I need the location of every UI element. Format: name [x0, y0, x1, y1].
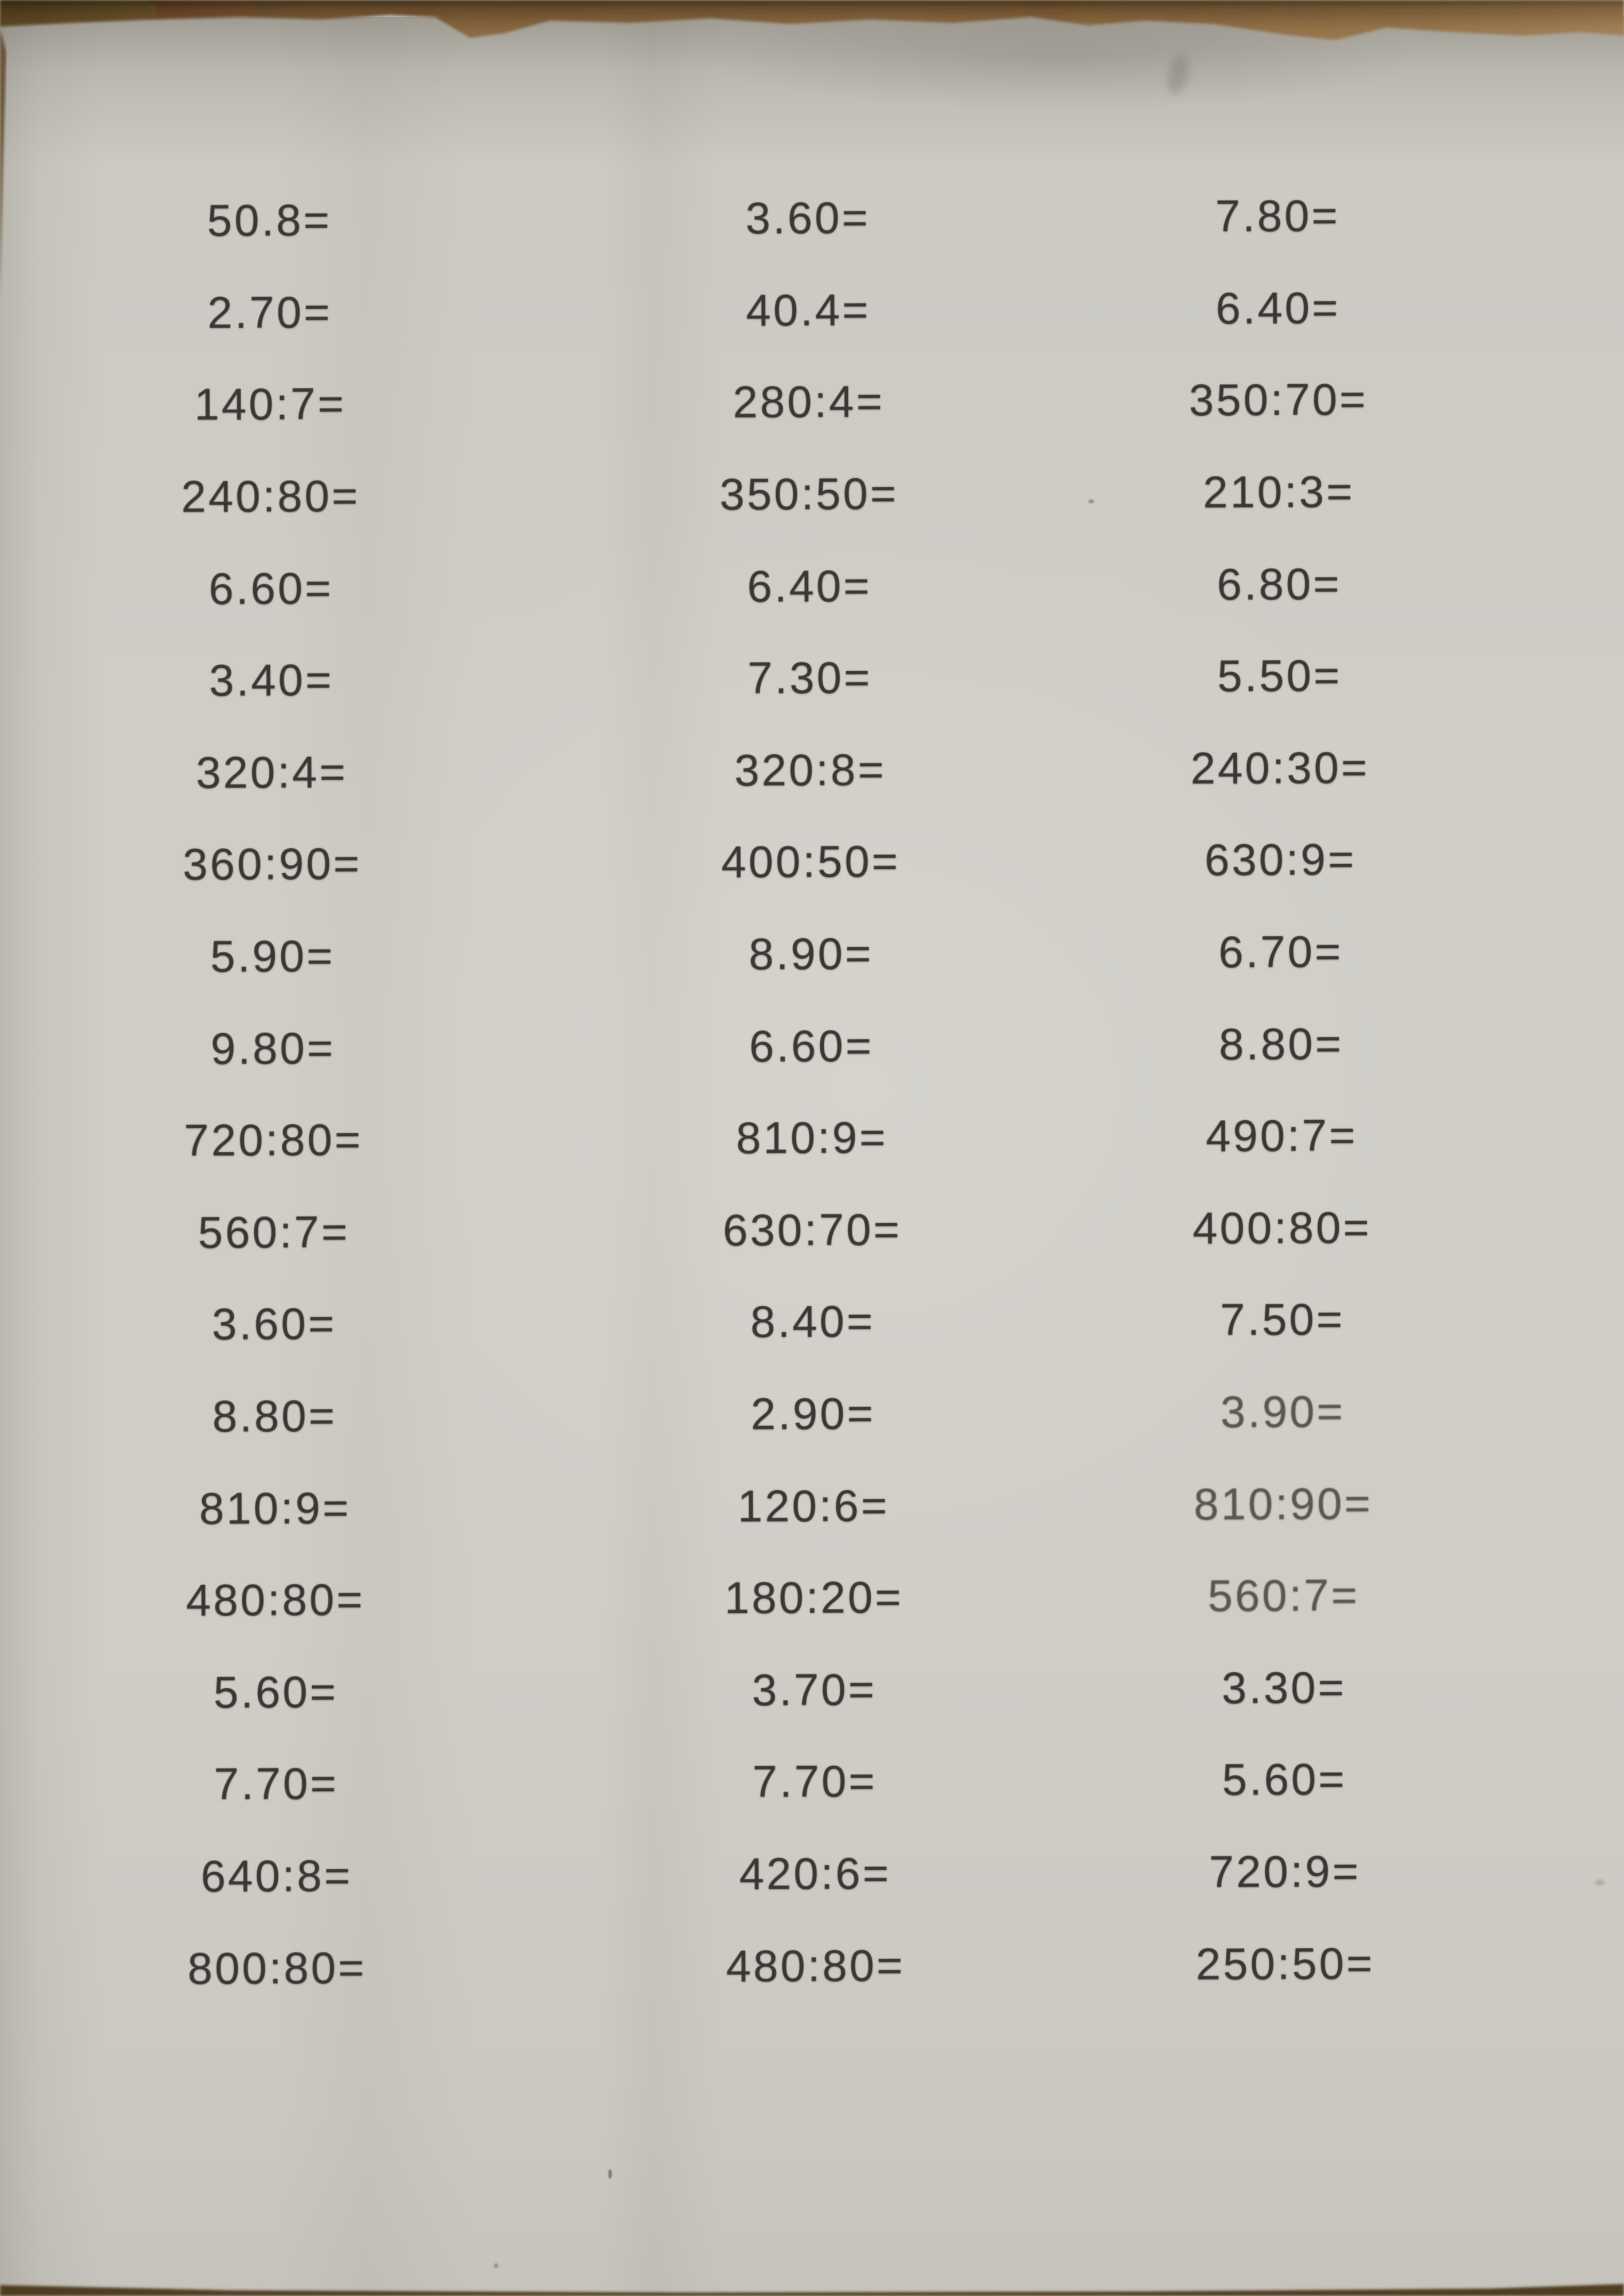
problem-cell: 8.40= — [750, 1296, 875, 1347]
problem-cell: 6.60= — [209, 562, 334, 614]
problem-cell: 3.40= — [209, 654, 334, 706]
problem-row — [3, 997, 1624, 1096]
problem-cell: 3.30= — [1221, 1661, 1347, 1713]
problem-cell: 320:8= — [734, 744, 887, 795]
problem-cell: 400:50= — [721, 836, 901, 888]
problem-row — [0, 168, 1624, 267]
problem-cell: 8.80= — [1218, 1018, 1344, 1069]
problem-row — [5, 1180, 1624, 1279]
worksheet-grid — [0, 168, 1624, 2015]
problem-cell: 7.50= — [1220, 1294, 1345, 1345]
problem-cell: 5.60= — [213, 1666, 339, 1718]
problem-cell: 360:90= — [182, 838, 362, 890]
problem-cell: 350:70= — [1189, 374, 1368, 426]
problem-row — [1, 353, 1624, 452]
problem-cell: 7.80= — [1215, 190, 1340, 242]
problem-cell: 7.70= — [214, 1758, 339, 1810]
problem-cell: 3.90= — [1220, 1386, 1346, 1437]
problem-cell: 810:9= — [736, 1112, 888, 1163]
problem-cell: 6.60= — [749, 1020, 874, 1072]
problem-cell: 350:50= — [719, 468, 899, 519]
problem-cell: 8.90= — [749, 928, 874, 979]
problem-row — [5, 1272, 1624, 1371]
problem-cell: 560:7= — [1208, 1570, 1360, 1621]
problem-row — [1, 261, 1624, 360]
problem-cell: 480:80= — [726, 1939, 905, 1991]
problem-row — [2, 537, 1624, 636]
problem-cell: 630:70= — [722, 1204, 902, 1255]
problem-row — [7, 1732, 1624, 1831]
speck-mark — [1088, 499, 1094, 503]
problem-cell: 8.80= — [212, 1390, 337, 1442]
problem-row — [2, 628, 1624, 727]
problem-cell: 3.60= — [211, 1298, 337, 1350]
problem-row — [1, 444, 1624, 544]
problem-cell: 6.80= — [1217, 558, 1342, 609]
problem-cell: 250:50= — [1196, 1937, 1375, 1989]
problem-cell: 6.40= — [747, 560, 872, 612]
problem-cell: 180:20= — [724, 1572, 904, 1623]
problem-row — [6, 1640, 1624, 1739]
problem-row — [3, 813, 1624, 912]
problem-cell: 6.70= — [1218, 926, 1343, 978]
problem-cell: 3.70= — [752, 1664, 877, 1715]
problem-cell: 9.80= — [210, 1022, 336, 1074]
problem-cell: 480:80= — [186, 1574, 365, 1626]
problem-cell: 420:6= — [739, 1848, 891, 1899]
problem-row — [6, 1548, 1624, 1647]
problem-cell: 240:80= — [181, 470, 360, 522]
speck-mark — [608, 2169, 612, 2179]
problem-cell: 810:90= — [1193, 1478, 1373, 1529]
problem-cell: 40.4= — [746, 284, 871, 336]
problem-cell: 810:9= — [199, 1482, 351, 1534]
problem-cell: 5.60= — [1222, 1754, 1347, 1805]
problem-cell: 140:7= — [194, 379, 347, 430]
speck-mark — [494, 2263, 498, 2268]
problem-cell: 800:80= — [187, 1942, 367, 1994]
problem-cell: 640:8= — [200, 1850, 353, 1901]
problem-row — [5, 1364, 1624, 1463]
problem-cell: 2.90= — [750, 1388, 876, 1439]
problem-cell: 50.8= — [207, 195, 332, 246]
problem-cell: 490:7= — [1205, 1110, 1358, 1161]
problem-cell: 7.30= — [747, 652, 872, 703]
problem-cell: 720:9= — [1209, 1845, 1361, 1897]
problem-cell: 280:4= — [733, 376, 885, 428]
problem-cell: 210:3= — [1202, 466, 1355, 518]
problem-cell: 5.90= — [210, 930, 335, 982]
problem-row — [2, 720, 1624, 820]
problem-cell: 6.40= — [1216, 282, 1340, 333]
problem-cell: 240:30= — [1190, 742, 1370, 794]
problem-cell: 7.70= — [752, 1755, 878, 1807]
problem-cell: 560:7= — [198, 1206, 350, 1258]
problem-cell: 3.60= — [745, 192, 871, 243]
problem-row — [7, 1824, 1624, 1923]
problem-cell: 400:80= — [1192, 1202, 1372, 1254]
problem-row — [6, 1456, 1624, 1555]
problem-row — [4, 1088, 1624, 1187]
problem-cell: 5.50= — [1217, 650, 1342, 702]
problem-cell: 320:4= — [195, 746, 348, 798]
speck-mark — [1595, 1880, 1605, 1885]
problem-cell: 2.70= — [207, 286, 332, 338]
problem-row — [7, 1916, 1624, 2015]
problem-cell: 630:9= — [1204, 834, 1356, 885]
problem-row — [3, 904, 1624, 1003]
problem-cell: 120:6= — [737, 1480, 890, 1531]
problem-cell: 720:80= — [184, 1114, 363, 1166]
